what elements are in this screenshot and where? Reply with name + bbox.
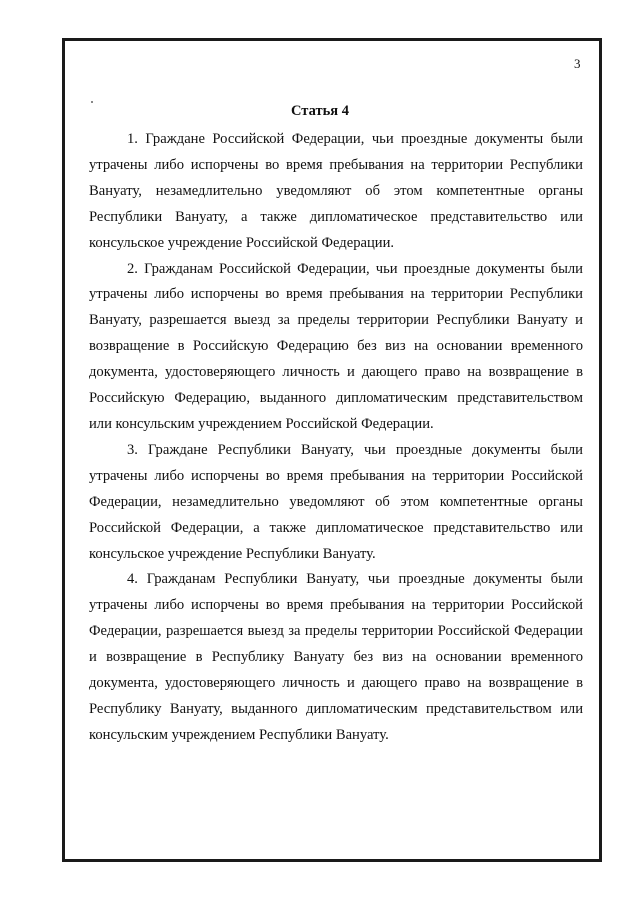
paragraph-4: 4. Гражданам Республики Вануату, чьи проездные документы были утрачены либо испорчены во время пребывания на территории Российской Федерации, разрешается выезд за пределы территории Российской Федерации и возвращение в Республику Вануату без виз на основании временного документа, удостоверяющего личность и дающего право на возвращение в Республику Вануату, выданного дипломатическим представительством или консульским учреждением Республики Вануату. xyxy=(89,571,583,743)
page-number: 3 xyxy=(574,56,581,71)
paragraph-3: 3. Граждане Республики Вануату, чьи проездные документы были утрачены либо испорчены во время пребывания на территории Российской Федерации, незамедлительно уведомляют об этом компетентные органы Российской Федерации, а также дипломатическое представительство или консульское учреждение Республики Вануату. xyxy=(89,441,583,562)
paragraph-2: 2. Гражданам Российской Федерации, чьи проездные документы были утрачены либо испорчены во время пребывания на территории Республики Вануату, разрешается выезд за пределы территории Республики Вануату и возвращение в Российскую Федерацию без виз на основании временного документа, удостоверяющего личность и дающего право на возвращение в Российскую Федерацию, выданного дипломатическим представительством или консульским учреждением Российской Федерации. xyxy=(89,260,583,432)
article-title: Статья 4 xyxy=(291,103,349,119)
paragraph-1: 1. Граждане Российской Федерации, чьи проездные документы были утрачены либо испорчены во время пребывания на территории Республики Вануату, незамедлительно уведомляют об этом компетентные органы Республики Вануату, а также дипломатическое представительство или консульское учреждение Российской Федерации. xyxy=(89,131,583,251)
article-body xyxy=(89,127,583,749)
